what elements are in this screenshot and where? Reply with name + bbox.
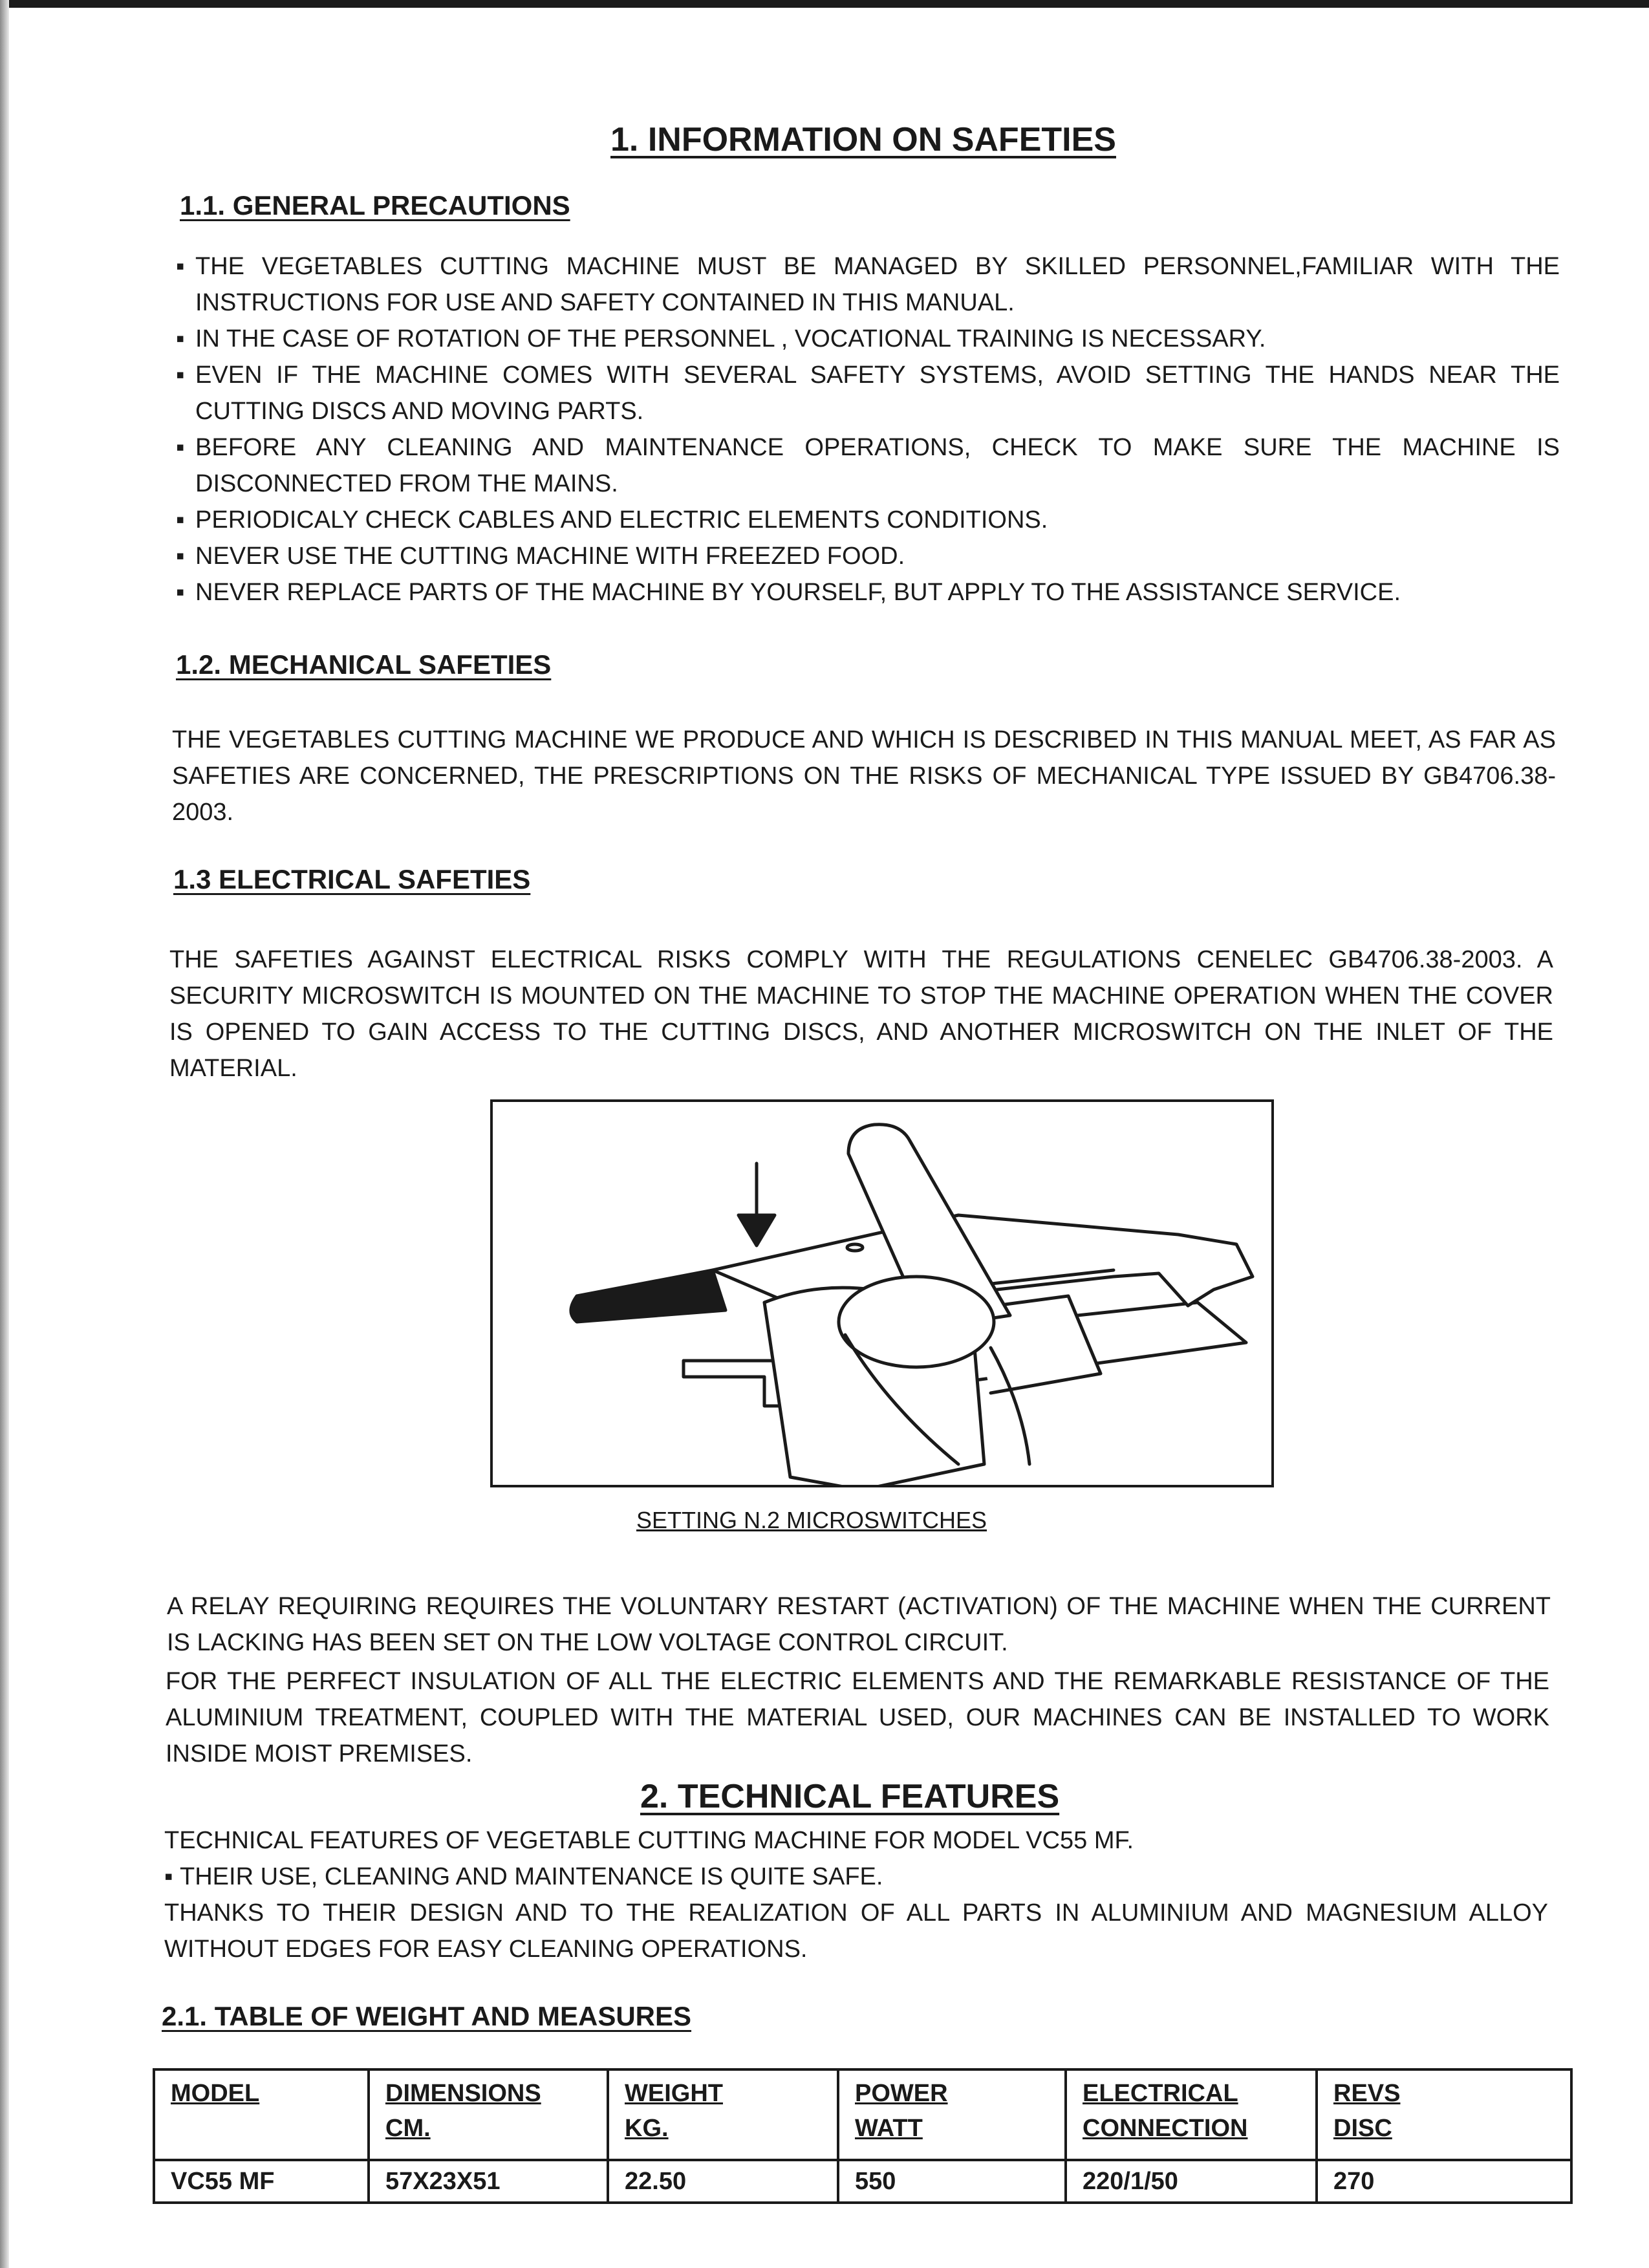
cell-dimensions: 57X23X51: [369, 2160, 608, 2203]
technical-intro-text: TECHNICAL FEATURES OF VEGETABLE CUTTING MACHINE FOR MODEL VC55 MF.: [164, 1827, 1134, 1854]
cell-model: VC55 MF: [154, 2160, 369, 2203]
header-revs-disc: REVS DISC: [1317, 2069, 1571, 2160]
technical-bullet: [164, 1859, 1548, 1895]
list-item: ▪ PERIODICALY CHECK CABLES AND ELECTRIC ELEMENTS CONDITIONS.: [176, 502, 1560, 538]
section-1-title: 1. INFORMATION ON SAFETIES: [610, 121, 1116, 158]
header-weight: WEIGHT KG.: [608, 2069, 838, 2160]
cell-weight: 22.50: [608, 2160, 838, 2203]
list-item: ▪ IN THE CASE OF ROTATION OF THE PERSONNEL , VOCATIONAL TRAINING IS NECESSARY.: [176, 321, 1560, 357]
weight-measures-table: [153, 2068, 1573, 2204]
header-dimensions: DIMENSIONS CM.: [369, 2069, 608, 2160]
table-row: [154, 2160, 1571, 2203]
technical-bullet-text: THEIR USE, CLEANING AND MAINTENANCE IS QUITE SAFE.: [180, 1863, 883, 1890]
insulation-text: FOR THE PERFECT INSULATION OF ALL THE ELECTRIC ELEMENTS AND THE REMARKABLE RESISTANCE OF THE ALUMINIUM TREATMENT, COUPLED WITH THE MATERIAL USED, OUR MACHINES CAN BE INSTALLED TO WORK INSIDE MOIST PREMISES.: [166, 1668, 1549, 1767]
list-item: ▪ NEVER USE THE CUTTING MACHINE WITH FREEZED FOOD.: [176, 538, 1560, 574]
vegetable-cutter-drawing: [493, 1102, 1271, 1485]
electrical-safeties-text: THE SAFETIES AGAINST ELECTRICAL RISKS COMPLY WITH THE REGULATIONS CENELEC GB4706.38-2003. A SECURITY MICROSWITCH IS MOUNTED ON THE MACHINE TO STOP THE MACHINE OPERATION WHEN THE COVER IS OPENED TO GAIN ACCESS TO THE CUTTING DISCS, AND ANOTHER MICROSWITCH ON THE INLET OF THE MATERIAL.: [169, 946, 1553, 1082]
list-item: ▪ THE VEGETABLES CUTTING MACHINE MUST BE MANAGED BY SKILLED PERSONNEL,FAMILIAR WITH THE INSTRUCTIONS FOR USE AND SAFETY CONTAINED IN THIS MANUAL.: [176, 248, 1560, 321]
header-electrical-connection: ELECTRICAL CONNECTION: [1066, 2069, 1317, 2160]
technical-design-text: THANKS TO THEIR DESIGN AND TO THE REALIZATION OF ALL PARTS IN ALUMINIUM AND MAGNESIUM ALLOY WITHOUT EDGES FOR EASY CLEANING OPERATIONS.: [164, 1899, 1548, 1963]
general-precautions-list: [176, 248, 1560, 610]
cell-electrical-connection: 220/1/50: [1066, 2160, 1317, 2203]
list-item: ▪ EVEN IF THE MACHINE COMES WITH SEVERAL SAFETY SYSTEMS, AVOID SETTING THE HANDS NEAR THE CUTTING DISCS AND MOVING PARTS.: [176, 357, 1560, 429]
weight-measures-heading: 2.1. TABLE OF WEIGHT AND MEASURES: [162, 2001, 692, 2031]
figure-caption: SETTING N.2 MICROSWITCHES: [636, 1507, 987, 1533]
header-model: MODEL: [154, 2069, 369, 2160]
electrical-safeties-heading: 1.3 ELECTRICAL SAFETIES: [173, 864, 531, 894]
mechanical-safeties-heading: 1.2. MECHANICAL SAFETIES: [176, 649, 552, 680]
list-item: ▪ BEFORE ANY CLEANING AND MAINTENANCE OPERATIONS, CHECK TO MAKE SURE THE MACHINE IS DISCONNECTED FROM THE MAINS.: [176, 429, 1560, 502]
table-header-row: [154, 2069, 1571, 2160]
relay-text: A RELAY REQUIRING REQUIRES THE VOLUNTARY RESTART (ACTIVATION) OF THE MACHINE WHEN THE CURRENT IS LACKING HAS BEEN SET ON THE LOW VOLTAGE CONTROL CIRCUIT.: [167, 1593, 1551, 1656]
general-precautions-heading: 1.1. GENERAL PRECAUTIONS: [180, 190, 570, 221]
cell-revs-disc: 270: [1317, 2160, 1571, 2203]
cell-power: 550: [838, 2160, 1066, 2203]
bullet-marker: ▪: [164, 1863, 180, 1890]
section-2-title: 2. TECHNICAL FEATURES: [640, 1778, 1060, 1815]
header-power: POWER WATT: [838, 2069, 1066, 2160]
microswitch-illustration: [490, 1099, 1274, 1487]
mechanical-safeties-text: THE VEGETABLES CUTTING MACHINE WE PRODUCE AND WHICH IS DESCRIBED IN THIS MANUAL MEET, AS FAR AS SAFETIES ARE CONCERNED, THE PRESCRIPTIONS ON THE RISKS OF MECHANICAL TYPE ISSUED BY GB4706.38-2003.: [172, 726, 1556, 826]
list-item: ▪ NEVER REPLACE PARTS OF THE MACHINE BY YOURSELF, BUT APPLY TO THE ASSISTANCE SERVICE.: [176, 574, 1560, 610]
